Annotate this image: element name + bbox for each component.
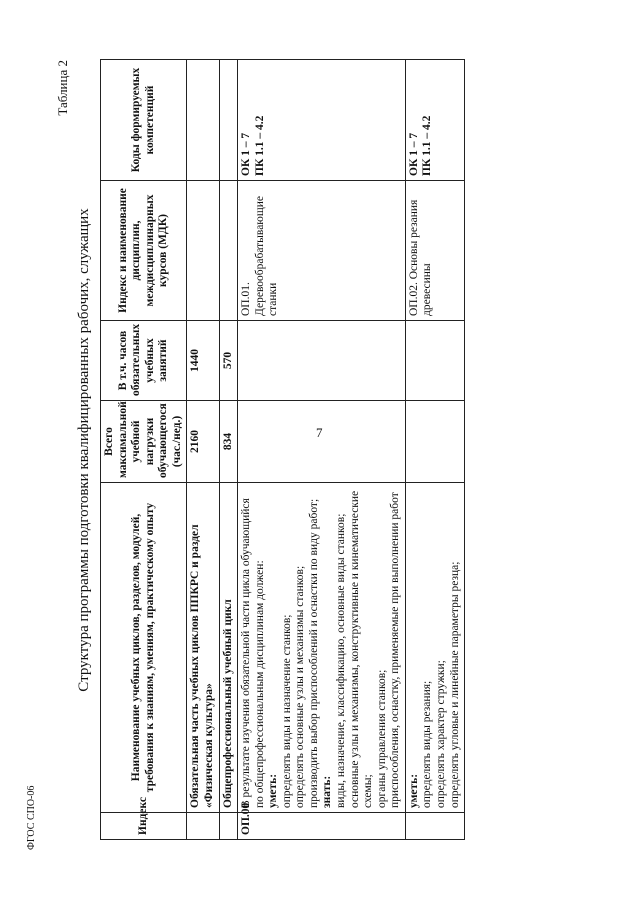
- row-general-name: Общепрофессиональный учебный цикл: [219, 483, 238, 813]
- skill-item: определять характер стружки;: [434, 660, 447, 808]
- structure-table: [100, 59, 465, 840]
- row-mandatory-hours: 1440: [187, 321, 219, 401]
- row-general-hours: 570: [219, 321, 238, 401]
- skill-item: определять виды и назначение станков;: [280, 614, 293, 808]
- knowledge-item: виды, назначение, классификацию, основные виды станков;: [335, 513, 347, 808]
- row-mandatory-total: 2160: [187, 401, 219, 483]
- table-row: [187, 60, 219, 840]
- row-op02-codes: [405, 60, 464, 181]
- row-op00-codes: [238, 60, 406, 181]
- row-mandatory-name: Обязательная часть учебных циклов ППКРС и раздел «Физическая культура»: [187, 483, 219, 813]
- knowledge-item: основные узлы и механизмы, конструктивные и кинематические схемы;: [348, 490, 375, 808]
- header-name: Наименование учебных циклов, разделов, модулей, требования к знаниям, умениям, практическому опыту: [101, 483, 187, 813]
- footer-code: ФГОС СПО-06: [26, 785, 37, 850]
- row-general-total: 834: [219, 401, 238, 483]
- skills-label: уметь:: [407, 773, 420, 808]
- header-mandatory: В т.ч. часов обязательных учебных занятий: [101, 321, 187, 401]
- code-ok: ОК 1 – 7: [407, 132, 420, 176]
- knowledge-item: органы управления станков;: [375, 669, 388, 808]
- row-op00-index: ОП.00: [238, 813, 406, 840]
- code-pk: ПК 1.1 – 4.2: [421, 115, 434, 176]
- knowledge-item: приспособления, оснастку, применяемые при выполнении работ: [389, 492, 402, 808]
- skill-item: определять основные узлы и механизмы станков;: [294, 565, 307, 808]
- row-op00-description: [238, 483, 406, 813]
- code-pk: ПК 1.1 – 4.2: [253, 115, 266, 176]
- skill-item: определять виды резания;: [421, 680, 434, 808]
- header-codes: Коды формируемых компетенций: [101, 60, 187, 181]
- page-number: 7: [316, 425, 323, 440]
- row-op02-description: [405, 483, 464, 813]
- row-op00-discipline: ОП.01. Деревообрабатывающие станки: [238, 181, 406, 321]
- header-total: Всего максимальной учебной нагрузки обучающегося (час./нед.): [101, 401, 187, 483]
- skills-label: уметь:: [267, 773, 280, 808]
- document-title: Структура программы подготовки квалифицированных рабочих, служащих: [76, 208, 92, 692]
- knowledge-label: знать:: [321, 775, 334, 808]
- header-row: [101, 60, 187, 840]
- code-ok: ОК 1 – 7: [240, 132, 253, 176]
- header-index: Индекс: [101, 813, 187, 840]
- header-discipline: Индекс и наименование дисциплин, междисциплинарных курсов (МДК): [101, 181, 187, 321]
- skill-item: определять угловые и линейные параметры резца;: [448, 561, 461, 808]
- skill-item: производить выбор приспособлений и оснастки по виду работ;: [307, 498, 320, 808]
- table-row: [238, 60, 406, 840]
- row-op00-intro: В результате изучения обязательной части цикла обучающийся по общепрофессиональным дисциплинам должен:: [240, 498, 266, 808]
- table-row: [405, 60, 464, 840]
- table-row: [219, 60, 238, 840]
- row-op02-discipline: ОП.02. Основы резания древесины: [405, 181, 464, 321]
- rotated-content: [55, 60, 600, 840]
- table-label: Таблица 2: [55, 60, 70, 116]
